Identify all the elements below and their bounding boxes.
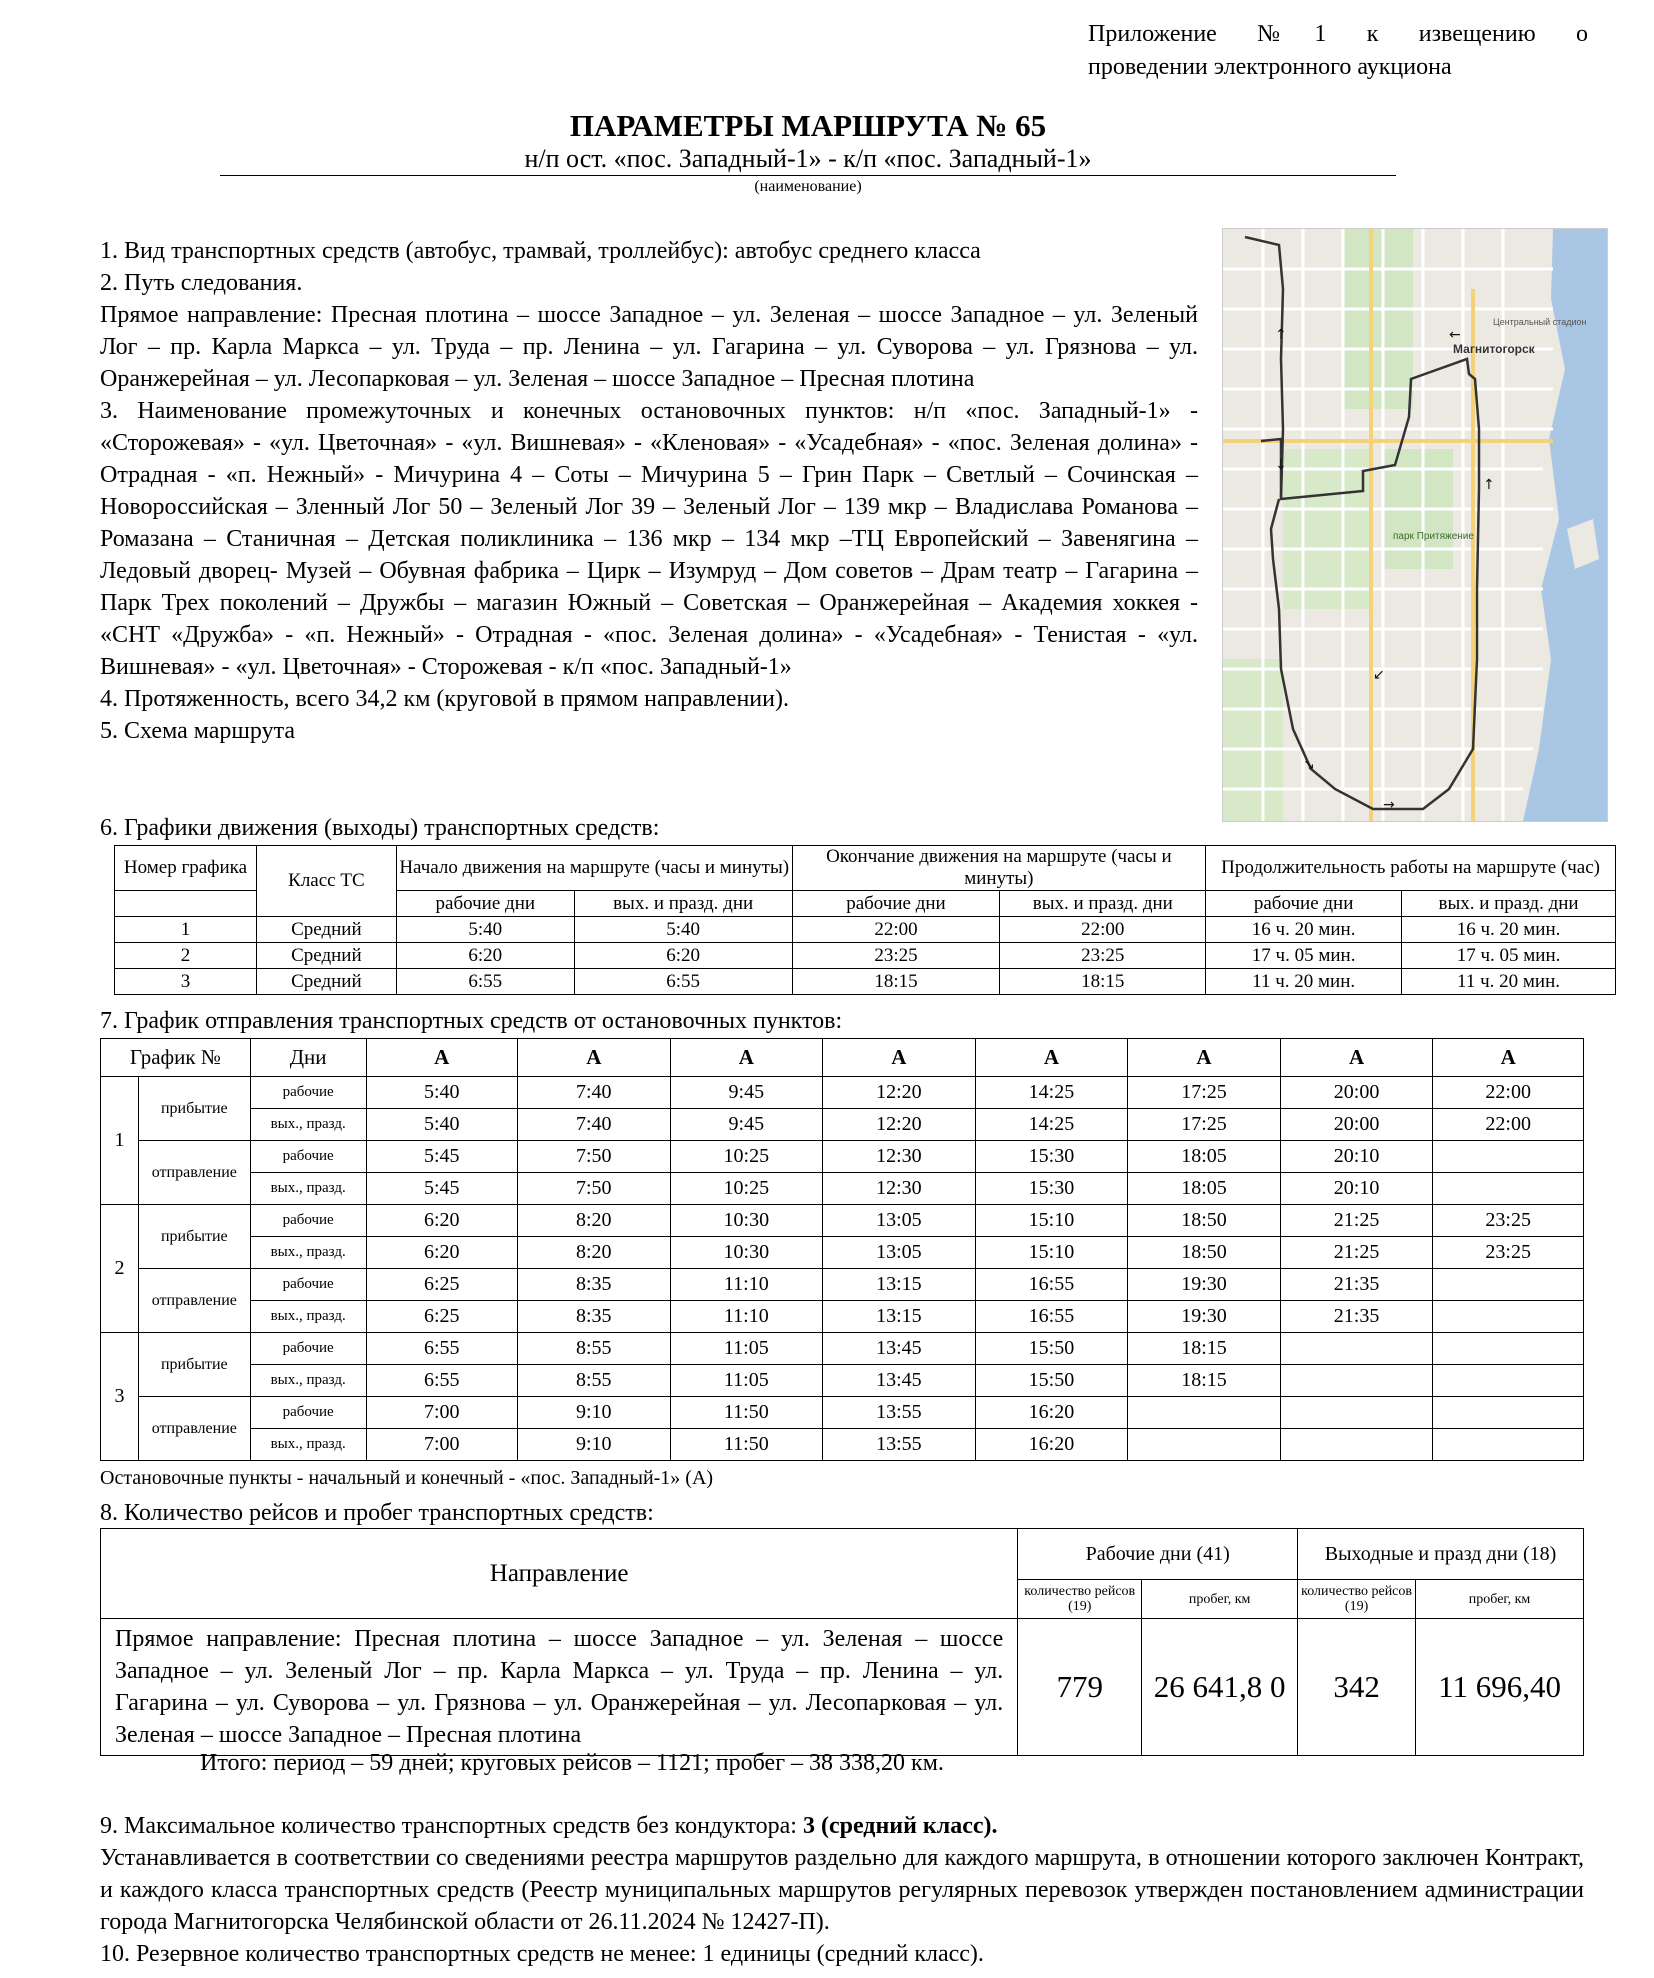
header-days: Дни bbox=[250, 1039, 366, 1077]
arrival-label: прибытие bbox=[138, 1205, 250, 1269]
header-work-days: Рабочие дни (41) bbox=[1018, 1529, 1298, 1580]
time-cell: 20:00 bbox=[1280, 1077, 1433, 1109]
route-map bbox=[1222, 228, 1608, 822]
time-cell: 8:20 bbox=[518, 1205, 671, 1237]
time-cell bbox=[1280, 1333, 1433, 1365]
time-cell: 9:10 bbox=[518, 1429, 671, 1461]
schedule-cell: 17 ч. 05 мин. bbox=[1402, 943, 1616, 969]
header-end: Окончание движения на маршруте (часы и минуты) bbox=[792, 846, 1206, 891]
time-cell: 16:20 bbox=[975, 1397, 1128, 1429]
time-cell bbox=[1433, 1397, 1584, 1429]
graph-number: 3 bbox=[101, 1333, 139, 1461]
departure-row bbox=[101, 1205, 1584, 1237]
departure-row bbox=[101, 1365, 1584, 1397]
work-days-label: рабочие bbox=[250, 1077, 366, 1109]
time-cell bbox=[1280, 1365, 1433, 1397]
section-9 bbox=[100, 1810, 1584, 1842]
departure-rows bbox=[101, 1039, 1584, 1461]
header-direction: Направление bbox=[101, 1529, 1018, 1619]
appendix-line-2: проведении электронного аукциона bbox=[1088, 54, 1452, 80]
time-cell: 15:10 bbox=[975, 1205, 1128, 1237]
time-cell: 21:35 bbox=[1280, 1269, 1433, 1301]
schedule-cell: 22:00 bbox=[792, 917, 1000, 943]
time-cell: 8:20 bbox=[518, 1237, 671, 1269]
schedule-cell: 6:55 bbox=[574, 969, 792, 995]
svg-text:↙: ↙ bbox=[1373, 667, 1385, 683]
departure-row bbox=[101, 1269, 1584, 1301]
name-caption: (наименование) bbox=[754, 178, 862, 195]
page-title: ПАРАМЕТРЫ МАРШРУТА № 65 bbox=[569, 108, 1047, 143]
time-cell: 22:00 bbox=[1433, 1109, 1584, 1141]
time-cell: 19:30 bbox=[1128, 1301, 1281, 1333]
departure-label: отправление bbox=[138, 1269, 250, 1333]
stops-note: Остановочные пункты - начальный и конечный - «пос. Западный-1» (А) bbox=[100, 1467, 714, 1489]
time-cell: 13:45 bbox=[823, 1333, 976, 1365]
route-description bbox=[100, 235, 1198, 747]
time-cell: 9:10 bbox=[518, 1397, 671, 1429]
schedule-cell: 16 ч. 20 мин. bbox=[1402, 917, 1616, 943]
departure-row bbox=[101, 1237, 1584, 1269]
time-cell: 9:45 bbox=[670, 1077, 823, 1109]
time-cell: 18:05 bbox=[1128, 1141, 1281, 1173]
work-days-label: рабочие bbox=[250, 1269, 366, 1301]
svg-text:↑: ↑ bbox=[1483, 477, 1495, 493]
time-cell: 15:50 bbox=[975, 1333, 1128, 1365]
holidays-label: вых., празд. bbox=[250, 1301, 366, 1333]
time-cell: 15:30 bbox=[975, 1173, 1128, 1205]
departure-row bbox=[101, 1397, 1584, 1429]
time-cell bbox=[1433, 1301, 1584, 1333]
graph-number: 2 bbox=[101, 1205, 139, 1333]
schedule-row bbox=[115, 917, 1616, 943]
header-stop: А bbox=[975, 1039, 1128, 1077]
schedule-cell: 3 bbox=[115, 969, 257, 995]
time-cell: 7:00 bbox=[366, 1429, 518, 1461]
schedule-cell: 2 bbox=[115, 943, 257, 969]
sub-work: рабочие дни bbox=[396, 891, 574, 917]
departure-header-row bbox=[101, 1039, 1584, 1077]
schedule-cell: Средний bbox=[256, 969, 396, 995]
time-cell bbox=[1128, 1429, 1281, 1461]
time-cell: 11:10 bbox=[670, 1301, 823, 1333]
schedule-cell: 23:25 bbox=[792, 943, 1000, 969]
time-cell: 12:30 bbox=[823, 1141, 976, 1173]
time-cell: 14:25 bbox=[975, 1109, 1128, 1141]
departure-label: отправление bbox=[138, 1141, 250, 1205]
departure-row bbox=[101, 1429, 1584, 1461]
time-cell: 13:15 bbox=[823, 1301, 976, 1333]
time-cell bbox=[1433, 1333, 1584, 1365]
route-map-image bbox=[1223, 229, 1607, 821]
time-cell: 21:25 bbox=[1280, 1205, 1433, 1237]
time-cell: 11:50 bbox=[670, 1397, 823, 1429]
schedule-row bbox=[115, 943, 1616, 969]
time-cell: 10:30 bbox=[670, 1237, 823, 1269]
schedule-cell: 18:15 bbox=[792, 969, 1000, 995]
time-cell bbox=[1280, 1429, 1433, 1461]
header-schedule-number: Номер графика bbox=[115, 846, 257, 891]
time-cell bbox=[1433, 1141, 1584, 1173]
section-2-text: Прямое направление: Пресная плотина – шоссе Западное – ул. Зеленая – шоссе Западное – ул. Зеленый Лог – пр. Карла Маркса – ул. Труда – пр. Ленина – ул. Гагарина – ул. Суворова – ул. Грязнова – ул. Оранжерейная – ул. Лесопарковая – ул. Зеленая – шоссе Западное – Пресная плотина bbox=[100, 302, 1198, 392]
time-cell: 6:20 bbox=[366, 1205, 518, 1237]
appendix-line-1: Приложение №1 к извещению о bbox=[1088, 21, 1588, 47]
time-cell: 12:20 bbox=[823, 1077, 976, 1109]
time-cell: 20:00 bbox=[1280, 1109, 1433, 1141]
holidays-label: вых., празд. bbox=[250, 1365, 366, 1397]
header-km-work: пробег, км bbox=[1142, 1580, 1298, 1619]
header-stop: А bbox=[1280, 1039, 1433, 1077]
green-area bbox=[1283, 449, 1373, 609]
departure-table bbox=[100, 1038, 1584, 1461]
trips-table bbox=[100, 1528, 1584, 1756]
header-stop: А bbox=[823, 1039, 976, 1077]
section-8-label: 8. Количество рейсов и пробег транспортных средств: bbox=[100, 1500, 654, 1526]
time-cell: 14:25 bbox=[975, 1077, 1128, 1109]
departure-row bbox=[101, 1173, 1584, 1205]
section-9-value: 3 (средний класс). bbox=[802, 1813, 998, 1839]
section-6-label: 6. Графики движения (выходы) транспортных средств: bbox=[100, 815, 660, 841]
work-days-label: рабочие bbox=[250, 1397, 366, 1429]
time-cell bbox=[1433, 1173, 1584, 1205]
header-trips-work: количество рейсов (19) bbox=[1018, 1580, 1142, 1619]
time-cell bbox=[1433, 1429, 1584, 1461]
time-cell: 11:10 bbox=[670, 1269, 823, 1301]
time-cell bbox=[1128, 1397, 1281, 1429]
time-cell: 23:25 bbox=[1433, 1237, 1584, 1269]
sub-hol: вых. и празд. дни bbox=[1000, 891, 1206, 917]
svg-text:→: → bbox=[1383, 797, 1395, 813]
time-cell: 21:35 bbox=[1280, 1301, 1433, 1333]
holidays-label: вых., празд. bbox=[250, 1173, 366, 1205]
departure-label: отправление bbox=[138, 1397, 250, 1461]
header-trips-hol: количество рейсов (19) bbox=[1298, 1580, 1416, 1619]
schedule-rows bbox=[115, 917, 1616, 995]
schedule-cell: Средний bbox=[256, 943, 396, 969]
time-cell: 8:55 bbox=[518, 1365, 671, 1397]
svg-text:↑: ↑ bbox=[1275, 327, 1287, 343]
time-cell: 8:35 bbox=[518, 1301, 671, 1333]
departure-row bbox=[101, 1301, 1584, 1333]
header-stop: А bbox=[670, 1039, 823, 1077]
direction-text: Прямое направление: Пресная плотина – шоссе Западное – ул. Зеленая – шоссе Западное – ул. Зеленый Лог – пр. Карла Маркса – ул. Труда – пр. Ленина – ул. Гагарина – ул. Суворова – ул. Грязнова – ул. Оранжерейная – ул. Лесопарковая – ул. Зеленая – шоссе Западное – Пресная плотина bbox=[101, 1619, 1018, 1756]
section-9-prefix: 9. Максимальное количество транспортных средств без кондуктора: bbox=[100, 1813, 803, 1839]
appendix-note bbox=[1088, 18, 1588, 84]
time-cell: 5:40 bbox=[366, 1077, 518, 1109]
time-cell: 21:25 bbox=[1280, 1237, 1433, 1269]
time-cell: 10:25 bbox=[670, 1141, 823, 1173]
schedule-cell: 5:40 bbox=[574, 917, 792, 943]
time-cell: 16:20 bbox=[975, 1429, 1128, 1461]
time-cell: 6:25 bbox=[366, 1269, 518, 1301]
time-cell: 23:25 bbox=[1433, 1205, 1584, 1237]
time-cell: 11:50 bbox=[670, 1429, 823, 1461]
schedule-cell: 16 ч. 20 мин. bbox=[1206, 917, 1402, 943]
map-park-label: парк Притяжение bbox=[1393, 531, 1474, 542]
section-3: 3. Наименование промежуточных и конечных остановочных пунктов: н/п «пос. Западный-1» - «Сторожевая» - «ул. Цветочная» - «ул. Вишневая» - «Кленовая» - «Усадебная» - «пос. Зеленая долина» - Отрадная - «п. Нежный» - Мичурина 4 – Соты – Мичурина 5 – Грин Парк – Светлый – Сочинская – Новороссийская – Зленный Лог 50 – Зеленый Лог 39 – Зеленый Лог – 139 мкр – Владислава Романова – Ромазана – Станичная – Детская поликлиника – 136 мкр – 134 мкр –ТЦ Европейский – Завенягина – Ледовый дворец- Музей – Обувная фабрика – Цирк – Изумруд – Дом советов – Драм театр – Гагарина – Парк Трех поколений – Дружбы – магазин Южный – Советская – Оранжерейная – Академия хоккея - «СНТ «Дружба» - «п. Нежный» - Отрадная - «пос. Зеленая долина» - «Усадебная» - Тенистая - «ул. Вишневая» - «ул. Цветочная» - Сторожевая - к/п «пос. Западный-1» bbox=[100, 398, 1198, 680]
arrival-label: прибытие bbox=[138, 1333, 250, 1397]
schedule-cell: 23:25 bbox=[1000, 943, 1206, 969]
time-cell: 7:50 bbox=[518, 1141, 671, 1173]
time-cell bbox=[1433, 1269, 1584, 1301]
sub-work: рабочие дни bbox=[1206, 891, 1402, 917]
time-cell: 9:45 bbox=[670, 1109, 823, 1141]
departure-row bbox=[101, 1333, 1584, 1365]
schedule-row bbox=[115, 969, 1616, 995]
sub-work: рабочие дни bbox=[792, 891, 1000, 917]
green-area bbox=[1343, 229, 1413, 409]
time-cell bbox=[1280, 1397, 1433, 1429]
time-cell: 22:00 bbox=[1433, 1077, 1584, 1109]
time-cell: 16:55 bbox=[975, 1269, 1128, 1301]
section-1: 1. Вид транспортных средств (автобус, трамвай, троллейбус): автобус среднего класса bbox=[100, 238, 981, 264]
holidays-label: вых., празд. bbox=[250, 1237, 366, 1269]
holidays-label: вых., празд. bbox=[250, 1109, 366, 1141]
header-holidays: Выходные и празд дни (18) bbox=[1298, 1529, 1584, 1580]
departure-row bbox=[101, 1077, 1584, 1109]
time-cell: 7:40 bbox=[518, 1109, 671, 1141]
svg-text:←: ← bbox=[1449, 327, 1461, 343]
time-cell: 10:30 bbox=[670, 1205, 823, 1237]
header-start: Начало движения на маршруте (часы и минуты) bbox=[396, 846, 792, 891]
time-cell: 11:05 bbox=[670, 1365, 823, 1397]
time-cell: 10:25 bbox=[670, 1173, 823, 1205]
header-duration: Продолжительность работы на маршруте (час) bbox=[1206, 846, 1616, 891]
section-4: 4. Протяженность, всего 34,2 км (круговой в прямом направлении). bbox=[100, 686, 789, 712]
work-days-label: рабочие bbox=[250, 1205, 366, 1237]
time-cell: 18:50 bbox=[1128, 1237, 1281, 1269]
svg-text:↓: ↓ bbox=[1275, 457, 1287, 473]
graph-number: 1 bbox=[101, 1077, 139, 1205]
time-cell: 17:25 bbox=[1128, 1109, 1281, 1141]
schedule-cell: Средний bbox=[256, 917, 396, 943]
time-cell: 18:15 bbox=[1128, 1333, 1281, 1365]
work-days-label: рабочие bbox=[250, 1141, 366, 1173]
schedule-cell: 11 ч. 20 мин. bbox=[1206, 969, 1402, 995]
title-block bbox=[220, 108, 1396, 198]
time-cell: 8:35 bbox=[518, 1269, 671, 1301]
time-cell: 13:05 bbox=[823, 1237, 976, 1269]
time-cell: 5:40 bbox=[366, 1109, 518, 1141]
time-cell: 7:50 bbox=[518, 1173, 671, 1205]
time-cell: 5:45 bbox=[366, 1173, 518, 1205]
km-hol-value: 11 696,40 bbox=[1416, 1619, 1584, 1756]
sub-hol: вых. и празд. дни bbox=[1402, 891, 1616, 917]
time-cell: 15:10 bbox=[975, 1237, 1128, 1269]
holidays-label: вых., празд. bbox=[250, 1429, 366, 1461]
section-5: 5. Схема маршрута bbox=[100, 718, 296, 744]
work-days-label: рабочие bbox=[250, 1333, 366, 1365]
arrival-label: прибытие bbox=[138, 1077, 250, 1141]
schedule-cell: 1 bbox=[115, 917, 257, 943]
map-stadium-label: Центральный стадион bbox=[1493, 317, 1587, 327]
schedule-cell: 18:15 bbox=[1000, 969, 1206, 995]
sub-hol: вых. и празд. дни bbox=[574, 891, 792, 917]
time-cell: 18:15 bbox=[1128, 1365, 1281, 1397]
schedule-cell: 6:20 bbox=[574, 943, 792, 969]
departure-row bbox=[101, 1141, 1584, 1173]
header-vehicle-class: Класс ТС bbox=[256, 846, 396, 917]
header-graph-number: График № bbox=[101, 1039, 251, 1077]
time-cell: 6:25 bbox=[366, 1301, 518, 1333]
time-cell: 13:55 bbox=[823, 1429, 976, 1461]
section-10: 10. Резервное количество транспортных средств не менее: 1 единицы (средний класс). bbox=[100, 1941, 984, 1967]
time-cell: 16:55 bbox=[975, 1301, 1128, 1333]
header-empty bbox=[115, 891, 257, 917]
time-cell: 8:55 bbox=[518, 1333, 671, 1365]
section-7-label: 7. График отправления транспортных средств от остановочных пунктов: bbox=[100, 1008, 843, 1034]
time-cell: 20:10 bbox=[1280, 1141, 1433, 1173]
green-area bbox=[1223, 659, 1283, 821]
time-cell: 5:45 bbox=[366, 1141, 518, 1173]
route-name: н/п ост. «пос. Западный-1» - к/п «пос. Западный-1» bbox=[220, 144, 1396, 176]
time-cell: 20:10 bbox=[1280, 1173, 1433, 1205]
bottom-sections bbox=[100, 1810, 1584, 1970]
time-cell: 17:25 bbox=[1128, 1077, 1281, 1109]
header-stop: А bbox=[518, 1039, 671, 1077]
time-cell: 18:50 bbox=[1128, 1205, 1281, 1237]
header-stop: А bbox=[1128, 1039, 1281, 1077]
time-cell: 11:05 bbox=[670, 1333, 823, 1365]
total-summary: Итого: период – 59 дней; круговых рейсов – 1121; пробег – 38 338,20 км. bbox=[200, 1750, 944, 1776]
trips-work-value: 779 bbox=[1018, 1619, 1142, 1756]
header-stop: А bbox=[1433, 1039, 1584, 1077]
time-cell bbox=[1433, 1365, 1584, 1397]
time-cell: 13:05 bbox=[823, 1205, 976, 1237]
time-cell: 15:50 bbox=[975, 1365, 1128, 1397]
schedule-cell: 22:00 bbox=[1000, 917, 1206, 943]
header-stop: А bbox=[366, 1039, 518, 1077]
schedule-table bbox=[114, 845, 1616, 995]
time-cell: 13:15 bbox=[823, 1269, 976, 1301]
time-cell: 13:55 bbox=[823, 1397, 976, 1429]
header-km-hol: пробег, км bbox=[1416, 1580, 1584, 1619]
schedule-cell: 6:55 bbox=[396, 969, 574, 995]
time-cell: 6:20 bbox=[366, 1237, 518, 1269]
schedule-cell: 17 ч. 05 мин. bbox=[1206, 943, 1402, 969]
time-cell: 7:00 bbox=[366, 1397, 518, 1429]
time-cell: 6:55 bbox=[366, 1333, 518, 1365]
time-cell: 6:55 bbox=[366, 1365, 518, 1397]
time-cell: 12:20 bbox=[823, 1109, 976, 1141]
trips-hol-value: 342 bbox=[1298, 1619, 1416, 1756]
schedule-cell: 6:20 bbox=[396, 943, 574, 969]
section-2: 2. Путь следования. bbox=[100, 270, 303, 296]
time-cell: 19:30 bbox=[1128, 1269, 1281, 1301]
svg-text:↘: ↘ bbox=[1303, 757, 1315, 773]
schedule-cell: 5:40 bbox=[396, 917, 574, 943]
time-cell: 7:40 bbox=[518, 1077, 671, 1109]
section-9-text: Устанавливается в соответствии со сведениями реестра маршрутов раздельно для каждого маршрута, в отношении которого заключен Контракт, и каждого класса транспортных средств (Реестр муниципальных маршрутов регулярных перевозок утвержден постановлением администрации города Магнитогорска Челябинской области от 26.11.2024 № 12427-П). bbox=[100, 1845, 1584, 1935]
schedule-cell: 11 ч. 20 мин. bbox=[1402, 969, 1616, 995]
time-cell: 18:05 bbox=[1128, 1173, 1281, 1205]
departure-row bbox=[101, 1109, 1584, 1141]
km-work-value: 26 641,8 0 bbox=[1142, 1619, 1298, 1756]
time-cell: 15:30 bbox=[975, 1141, 1128, 1173]
time-cell: 12:30 bbox=[823, 1173, 976, 1205]
time-cell: 13:45 bbox=[823, 1365, 976, 1397]
map-city-label: Магнитогорск bbox=[1453, 342, 1535, 356]
